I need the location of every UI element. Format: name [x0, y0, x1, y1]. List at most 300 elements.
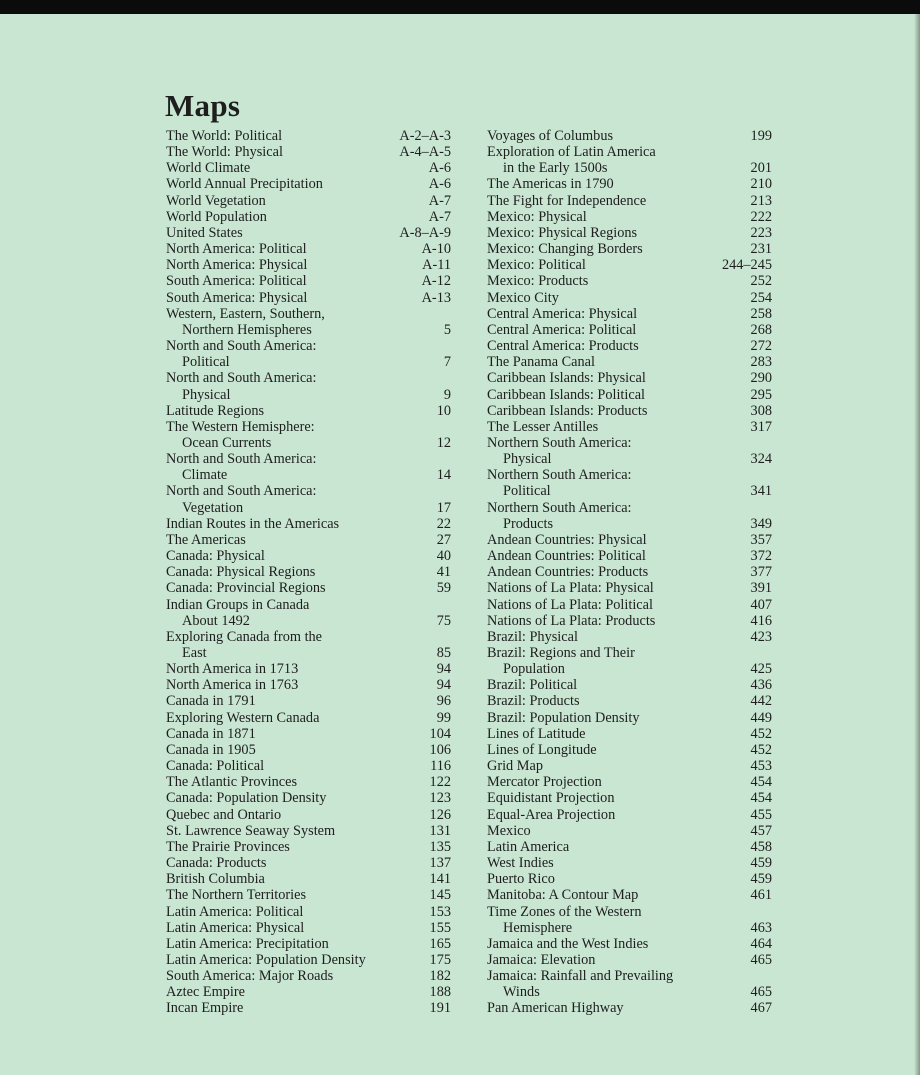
- map-entry-title: Canada: Political: [166, 758, 265, 775]
- map-entry-title: Latin America: Physical: [166, 919, 305, 936]
- map-entry-page-number: 165: [429, 935, 451, 952]
- map-entry: [166, 532, 451, 548]
- map-entry-title: World Population: [166, 208, 267, 225]
- map-entry-page-number: 463: [750, 919, 772, 936]
- map-entry-title: Canada: Products: [166, 855, 267, 872]
- map-entry-title: Equal-Area Projection: [487, 806, 616, 823]
- map-entry: [166, 290, 451, 306]
- map-entry-page-number: 372: [750, 548, 772, 565]
- map-entry-title: Canada in 1791: [166, 693, 256, 710]
- map-entry-title: Grid Map: [487, 758, 543, 775]
- map-entry: [487, 807, 772, 823]
- map-entry: [487, 241, 772, 257]
- map-entry-page-number: 464: [750, 935, 772, 952]
- map-entry-title: North America: Physical: [166, 257, 308, 274]
- map-entry: [166, 225, 451, 241]
- map-entry: [487, 790, 772, 806]
- map-entry: [487, 306, 772, 322]
- map-entry: [487, 742, 772, 758]
- map-entry: [166, 677, 451, 693]
- map-entry-page-number: 85: [436, 645, 451, 661]
- map-entry: [166, 144, 451, 160]
- map-entry-page-number: 425: [750, 661, 772, 678]
- map-entry-title: Central America: Products: [487, 338, 639, 355]
- map-entry-title: North and South America:: [166, 370, 317, 387]
- map-entry-title: The World: Political: [166, 128, 283, 144]
- map-entry-page-number: 357: [750, 531, 772, 548]
- map-entry-title: Western, Eastern, Southern,: [166, 305, 325, 322]
- map-entry-page-number: 449: [750, 709, 772, 726]
- map-entry-page-number: 268: [750, 321, 772, 338]
- map-entry-title: Latitude Regions: [166, 402, 265, 419]
- map-entry-title-continued: Climate: [182, 467, 228, 484]
- map-entry: [166, 904, 451, 920]
- map-entry: [487, 419, 772, 435]
- map-entry-title: World Vegetation: [166, 192, 266, 209]
- map-entry-title: Northern South America:: [487, 467, 632, 484]
- map-entry-title: The Panama Canal: [487, 354, 595, 371]
- map-entry: [166, 306, 451, 338]
- map-entry: [487, 176, 772, 192]
- map-entry: [166, 483, 451, 515]
- map-entry-title-continued: Political: [182, 354, 230, 371]
- map-entry-title: Canada in 1871: [166, 725, 256, 742]
- maps-list-right-column: [487, 128, 772, 1017]
- map-entry-page-number: 423: [750, 628, 772, 645]
- map-entry-title: North America: Political: [166, 241, 307, 258]
- map-entry: [166, 855, 451, 871]
- map-entry-page-number: 222: [750, 208, 772, 225]
- map-entry-page-number: 131: [429, 822, 451, 839]
- map-entry-title: Aztec Empire: [166, 984, 245, 1001]
- map-entry-title: The Western Hemisphere:: [166, 418, 315, 435]
- map-entry-title-continued: Products: [503, 515, 554, 532]
- map-entry-page-number: 416: [750, 612, 772, 629]
- map-entry-title-continued: Hemisphere: [503, 919, 573, 936]
- map-entry-title: Andean Countries: Physical: [487, 531, 647, 548]
- map-entry-page-number: A-13: [421, 289, 451, 306]
- map-entry-title: South America: Major Roads: [166, 968, 334, 985]
- map-entry-page-number: 188: [429, 984, 451, 1001]
- map-entry: [487, 193, 772, 209]
- map-entry-page-number: 455: [750, 806, 772, 823]
- map-entry-page-number: 295: [750, 386, 772, 403]
- map-entry-page-number: 106: [429, 741, 451, 758]
- map-entry-page-number: 210: [750, 176, 772, 193]
- map-entry-page-number: 452: [750, 741, 772, 758]
- map-entry: [166, 807, 451, 823]
- map-entry-title: Mexico: [487, 822, 531, 839]
- map-entry-title: Puerto Rico: [487, 871, 555, 888]
- map-entry: [487, 273, 772, 289]
- map-entry-page-number: A-11: [422, 257, 451, 274]
- map-entry-title: Lines of Longitude: [487, 741, 597, 758]
- map-entry: [487, 564, 772, 580]
- map-entry-page-number: A-7: [428, 192, 451, 209]
- map-entry-page-number: 145: [429, 887, 451, 904]
- map-entry-page-number: A-10: [421, 241, 451, 258]
- map-entry: [487, 693, 772, 709]
- map-entry-title: Exploration of Latin America: [487, 144, 656, 161]
- map-entry-page-number: 467: [750, 1000, 772, 1017]
- map-entry: [487, 645, 772, 677]
- map-entry-page-number: 7: [443, 354, 451, 371]
- map-entry-page-number: 459: [750, 855, 772, 872]
- scan-right-edge: [914, 14, 920, 1075]
- map-entry: [166, 968, 451, 984]
- map-entry-page-number: 155: [429, 919, 451, 936]
- map-entry-title: Mexico: Physical Regions: [487, 224, 638, 241]
- map-entry-title: Latin America: Political: [166, 903, 304, 920]
- map-entry-page-number: 153: [429, 903, 451, 920]
- map-entry-page-number: 308: [750, 402, 772, 419]
- map-entry-page-number: 199: [750, 128, 772, 144]
- map-entry-page-number: 244–245: [721, 257, 772, 274]
- map-entry-page-number: A-12: [421, 273, 451, 290]
- map-entry-page-number: 223: [750, 224, 772, 241]
- map-entry: [487, 209, 772, 225]
- map-entry-page-number: 182: [429, 968, 451, 985]
- map-entry-title-continued: Physical: [182, 386, 231, 403]
- map-entry-page-number: 454: [750, 790, 772, 807]
- map-entry: [487, 580, 772, 596]
- map-entry-title-continued: About 1492: [182, 612, 250, 629]
- map-entry-title: Quebec and Ontario: [166, 806, 282, 823]
- map-entry-title: Nations of La Plata: Political: [487, 596, 653, 613]
- map-entry-page-number: 116: [430, 758, 451, 775]
- map-entry-page-number: 258: [750, 305, 772, 322]
- map-entry: [166, 176, 451, 192]
- map-entry: [487, 387, 772, 403]
- map-entry: [487, 839, 772, 855]
- map-entry-title: Caribbean Islands: Physical: [487, 370, 646, 387]
- map-entry: [166, 241, 451, 257]
- map-entry-title: North America in 1763: [166, 677, 299, 694]
- map-entry-title: North and South America:: [166, 451, 317, 468]
- map-entry: [487, 500, 772, 532]
- map-entry-title: Pan American Highway: [487, 1000, 624, 1017]
- map-entry-page-number: 254: [750, 289, 772, 306]
- map-entry-title-continued: Vegetation: [182, 499, 244, 516]
- map-entry: [166, 920, 451, 936]
- map-entry-title: Latin America: Precipitation: [166, 935, 329, 952]
- map-entry-page-number: A-6: [428, 160, 451, 177]
- map-entry: [166, 823, 451, 839]
- map-entry: [166, 984, 451, 1000]
- map-entry-page-number: 75: [436, 612, 451, 629]
- map-entry-title: World Annual Precipitation: [166, 176, 323, 193]
- map-entry-title: Time Zones of the Western: [487, 903, 642, 920]
- map-entry-page-number: 391: [750, 580, 772, 597]
- map-entry-page-number: 452: [750, 725, 772, 742]
- map-entry-page-number: 341: [750, 483, 772, 500]
- map-entry-page-number: 465: [750, 951, 772, 968]
- map-entry-title: Brazil: Regions and Their: [487, 645, 635, 661]
- map-entry: [166, 839, 451, 855]
- map-entry: [166, 516, 451, 532]
- map-entry-title: Andean Countries: Political: [487, 548, 646, 565]
- map-entry-page-number: 94: [436, 661, 451, 678]
- map-entry: [166, 629, 451, 661]
- map-entry: [487, 823, 772, 839]
- map-entry: [487, 257, 772, 273]
- map-entry: [487, 597, 772, 613]
- map-entry: [166, 758, 451, 774]
- map-entry: [166, 661, 451, 677]
- map-entry-title-continued: Population: [503, 661, 565, 678]
- map-entry: [487, 855, 772, 871]
- map-entry: [487, 936, 772, 952]
- map-entry-title: Mexico: Physical: [487, 208, 587, 225]
- map-entry-title: St. Lawrence Seaway System: [166, 822, 336, 839]
- map-entry-page-number: A-4–A-5: [399, 144, 451, 161]
- map-entry-title: The Americas in 1790: [487, 176, 614, 193]
- map-entry: [166, 790, 451, 806]
- map-entry-page-number: 453: [750, 758, 772, 775]
- map-entry-page-number: 436: [750, 677, 772, 694]
- map-entry: [166, 273, 451, 289]
- map-entry-page-number: 96: [436, 693, 451, 710]
- map-entry-title: Mexico: Political: [487, 257, 586, 274]
- map-entry-page-number: 201: [750, 160, 772, 177]
- map-entry-page-number: 9: [443, 386, 451, 403]
- map-entry-page-number: 99: [436, 709, 451, 726]
- map-entry: [166, 160, 451, 176]
- map-entry: [166, 370, 451, 402]
- map-entry-page-number: 283: [750, 354, 772, 371]
- map-entry-title: Indian Groups in Canada: [166, 596, 310, 613]
- map-entry-page-number: 10: [436, 402, 451, 419]
- map-entry: [166, 693, 451, 709]
- map-entry: [487, 403, 772, 419]
- map-entry-title: Brazil: Products: [487, 693, 580, 710]
- map-entry: [487, 532, 772, 548]
- map-entry-title: Latin America: Population Density: [166, 951, 366, 968]
- map-entry-title: Exploring Canada from the: [166, 628, 323, 645]
- map-entry-page-number: 94: [436, 677, 451, 694]
- map-entry-page-number: 191: [429, 1000, 451, 1017]
- map-entry-page-number: 458: [750, 838, 772, 855]
- map-entry-page-number: 126: [429, 806, 451, 823]
- map-entry-title: Exploring Western Canada: [166, 709, 320, 726]
- map-entry-page-number: 290: [750, 370, 772, 387]
- map-entry-title: Canada: Population Density: [166, 790, 327, 807]
- map-entry-page-number: 324: [750, 451, 772, 468]
- map-entry-page-number: 465: [750, 984, 772, 1001]
- map-entry: [487, 629, 772, 645]
- map-entry-page-number: 59: [436, 580, 451, 597]
- map-entry-page-number: 272: [750, 338, 772, 355]
- map-entry-page-number: 461: [750, 887, 772, 904]
- map-entry: [487, 225, 772, 241]
- map-entry: [166, 726, 451, 742]
- map-entry: [166, 209, 451, 225]
- map-entry-page-number: 104: [429, 725, 451, 742]
- map-entry-title: Northern South America:: [487, 434, 632, 451]
- map-entry-title: Mexico City: [487, 289, 559, 306]
- map-entry-title-continued: East: [182, 645, 207, 661]
- map-entry-title: Lines of Latitude: [487, 725, 586, 742]
- map-entry-page-number: 5: [443, 321, 451, 338]
- map-entry-page-number: 41: [436, 564, 451, 581]
- map-entry-title: West Indies: [487, 855, 554, 872]
- map-entry: [487, 952, 772, 968]
- map-entry: [487, 710, 772, 726]
- map-entry: [166, 871, 451, 887]
- map-entry: [487, 887, 772, 903]
- map-entry-page-number: 27: [436, 531, 451, 548]
- page-title: Maps: [165, 88, 241, 123]
- map-entry: [166, 742, 451, 758]
- map-entry: [166, 952, 451, 968]
- map-entry-title: Jamaica: Rainfall and Prevailing: [487, 968, 674, 985]
- map-entry-page-number: 407: [750, 596, 772, 613]
- map-entry: [487, 548, 772, 564]
- map-entry-page-number: 457: [750, 822, 772, 839]
- map-entry-page-number: 454: [750, 774, 772, 791]
- map-entry-page-number: 213: [750, 192, 772, 209]
- map-entry-title: Mercator Projection: [487, 774, 602, 791]
- map-entry-title: Canada: Physical Regions: [166, 564, 316, 581]
- map-entry-title: South America: Physical: [166, 289, 308, 306]
- map-entry-page-number: 123: [429, 790, 451, 807]
- map-entry-title: World Climate: [166, 160, 251, 177]
- map-entry-title: The Lesser Antilles: [487, 418, 599, 435]
- map-entry: [487, 354, 772, 370]
- map-entry-title: Jamaica: Elevation: [487, 951, 596, 968]
- map-entry-title: The Northern Territories: [166, 887, 307, 904]
- map-entry-title: North and South America:: [166, 338, 317, 355]
- map-entry: [487, 758, 772, 774]
- map-entry-title: Latin America: [487, 838, 570, 855]
- map-entry-page-number: 317: [750, 418, 772, 435]
- map-entry: [487, 1000, 772, 1016]
- map-entry: [166, 338, 451, 370]
- map-entry: [487, 871, 772, 887]
- map-entry: [487, 338, 772, 354]
- map-entry-page-number: 22: [436, 515, 451, 532]
- map-entry-page-number: 349: [750, 515, 772, 532]
- map-entry: [487, 904, 772, 936]
- map-entry-title: North America in 1713: [166, 661, 299, 678]
- map-entry-page-number: 122: [429, 774, 451, 791]
- map-entry-title: United States: [166, 224, 243, 241]
- map-entry-title: The Atlantic Provinces: [166, 774, 298, 791]
- map-entry-page-number: 14: [436, 467, 451, 484]
- map-entry: [487, 726, 772, 742]
- map-entry: [166, 710, 451, 726]
- map-entry-title: Nations of La Plata: Products: [487, 612, 656, 629]
- map-entry-page-number: 135: [429, 838, 451, 855]
- map-entry-title: South America: Political: [166, 273, 307, 290]
- map-entry: [166, 128, 451, 144]
- map-entry-title: Incan Empire: [166, 1000, 244, 1017]
- map-entry-title: Central America: Political: [487, 321, 637, 338]
- map-entry-page-number: A-8–A-9: [399, 224, 451, 241]
- map-entry-title-continued: Physical: [503, 451, 552, 468]
- map-entry-title-continued: in the Early 1500s: [503, 160, 608, 177]
- map-entry-title: Canada in 1905: [166, 741, 256, 758]
- map-entry: [487, 613, 772, 629]
- map-entry: [487, 322, 772, 338]
- map-entry: [166, 193, 451, 209]
- map-entry-title: The World: Physical: [166, 144, 283, 161]
- map-entry-title: Voyages of Columbus: [487, 128, 614, 144]
- map-entry-page-number: 40: [436, 548, 451, 565]
- map-entry-title: Brazil: Population Density: [487, 709, 640, 726]
- map-entry-title: Mexico: Changing Borders: [487, 241, 643, 258]
- map-entry-title: The Prairie Provinces: [166, 838, 290, 855]
- map-entry-title: Northern South America:: [487, 499, 632, 516]
- map-entry: [487, 144, 772, 176]
- map-entry-title: Caribbean Islands: Products: [487, 402, 648, 419]
- map-entry-page-number: 459: [750, 871, 772, 888]
- map-entry: [166, 257, 451, 273]
- map-entry: [166, 548, 451, 564]
- map-entry-title: Canada: Provincial Regions: [166, 580, 326, 597]
- map-entry-page-number: A-6: [428, 176, 451, 193]
- maps-list-left-column: [166, 128, 451, 1017]
- map-entry: [166, 1000, 451, 1016]
- map-entry-title: Manitoba: A Contour Map: [487, 887, 639, 904]
- map-entry-title: The Americas: [166, 531, 246, 548]
- map-entry: [487, 968, 772, 1000]
- map-entry-title: North and South America:: [166, 483, 317, 500]
- map-entry: [166, 564, 451, 580]
- map-entry-page-number: 12: [436, 434, 451, 451]
- map-entry: [166, 580, 451, 596]
- map-entry: [487, 290, 772, 306]
- map-entry-page-number: A-7: [428, 208, 451, 225]
- map-entry-page-number: 252: [750, 273, 772, 290]
- map-entry: [166, 403, 451, 419]
- map-entry-title: The Fight for Independence: [487, 192, 647, 209]
- map-entry-page-number: 175: [429, 951, 451, 968]
- map-entry-title: Central America: Physical: [487, 305, 638, 322]
- map-entry-title: Brazil: Political: [487, 677, 578, 694]
- map-entry-page-number: 17: [436, 499, 451, 516]
- map-entry: [166, 451, 451, 483]
- map-entry-title: Nations of La Plata: Physical: [487, 580, 654, 597]
- map-entry: [487, 435, 772, 467]
- map-entry-title-continued: Political: [503, 483, 551, 500]
- scan-top-edge: [0, 0, 920, 14]
- map-entry-page-number: 377: [750, 564, 772, 581]
- map-entry-title: British Columbia: [166, 871, 265, 888]
- map-entry-page-number: 137: [429, 855, 451, 872]
- map-entry-title-continued: Northern Hemispheres: [182, 321, 312, 338]
- map-entry-page-number: 442: [750, 693, 772, 710]
- map-entry-title: Equidistant Projection: [487, 790, 615, 807]
- map-entry: [487, 128, 772, 144]
- map-entry-title: Jamaica and the West Indies: [487, 935, 649, 952]
- map-entry-title: Mexico: Products: [487, 273, 589, 290]
- map-entry: [487, 370, 772, 386]
- map-entry: [487, 774, 772, 790]
- map-entry-page-number: A-2–A-3: [399, 128, 451, 144]
- map-entry-title: Andean Countries: Products: [487, 564, 649, 581]
- map-entry-page-number: 231: [750, 241, 772, 258]
- map-entry-title: Caribbean Islands: Political: [487, 386, 646, 403]
- map-entry: [166, 597, 451, 629]
- map-entry-title: Brazil: Physical: [487, 628, 578, 645]
- map-entry: [166, 887, 451, 903]
- map-entry-title-continued: Winds: [503, 984, 540, 1001]
- map-entry-title: Indian Routes in the Americas: [166, 515, 340, 532]
- map-entry: [166, 774, 451, 790]
- map-entry: [487, 467, 772, 499]
- map-entry-page-number: 141: [429, 871, 451, 888]
